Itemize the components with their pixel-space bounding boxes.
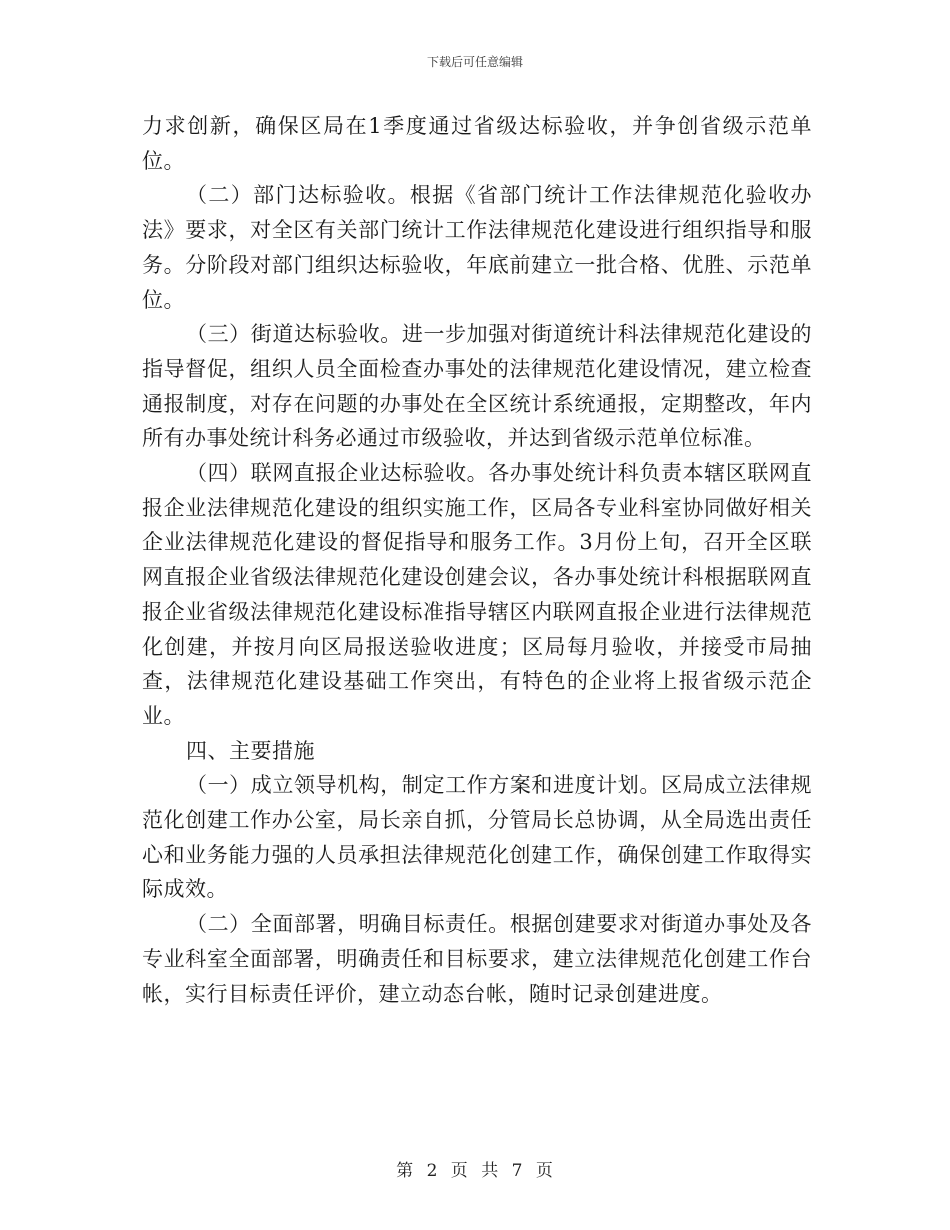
section-heading-main-measures: 四、主要措施 (186, 738, 315, 763)
paragraph-department-acceptance: （二）部门达标验收。根据《省部门统计工作法律规范化验收办法》要求，对全区有关部门统计工作法律规范化建设进行组织指导和服务。分阶段对部门组织达标验收，年底前建立一批合格、优胜、示范单位。 (142, 183, 812, 312)
paragraph-target-responsibility: （二）全面部署，明确目标责任。根据创建要求对街道办事处及各专业科室全面部署，明确责任和目标要求，建立法律规范化创建工作台帐，实行目标责任评价，建立动态台帐，随时记录创建进度。 (142, 912, 812, 1006)
page-header-note: 下载后可任意编辑 (426, 55, 523, 69)
paragraph-online-enterprise-acceptance: （四）联网直报企业达标验收。各办事处统计科负责本辖区联网直报企业法律规范化建设的组织实施工作，区局各专业科室协同做好相关企业法律规范化建设的督促指导和服务工作。3月份上旬，召开全区联网直报企业省级法律规范化建设创建会议，各办事处统计科根据联网直报企业省级法律规范化建设标准指导辖区内联网直报企业进行法律规范化创建，并按月向区局报送验收进度；区局每月验收，并接受市局抽查，法律规范化建设基础工作突出，有特色的企业将上报省级示范企业。 (142, 461, 812, 728)
paragraph-street-acceptance: （三）街道达标验收。进一步加强对街道统计科法律规范化建设的指导督促，组织人员全面检查办事处的法律规范化建设情况，建立检查通报制度，对存在问题的办事处在全区统计系统通报，定期整改，年内所有办事处统计科务必通过市级验收，并达到省级示范单位标准。 (142, 322, 812, 451)
page-number-footer: 第 2 页 共 7 页 (396, 1161, 554, 1181)
paragraph-continuation: 力求创新，确保区局在1季度通过省级达标验收，并争创省级示范单位。 (142, 114, 812, 173)
document-body (142, 109, 812, 1011)
paragraph-leadership-setup: （一）成立领导机构，制定工作方案和进度计划。区局成立法律规范化创建工作办公室，局长亲自抓，分管局长总协调，从全局选出责任心和业务能力强的人员承担法律规范化创建工作，确保创建工作取得实际成效。 (142, 773, 812, 902)
